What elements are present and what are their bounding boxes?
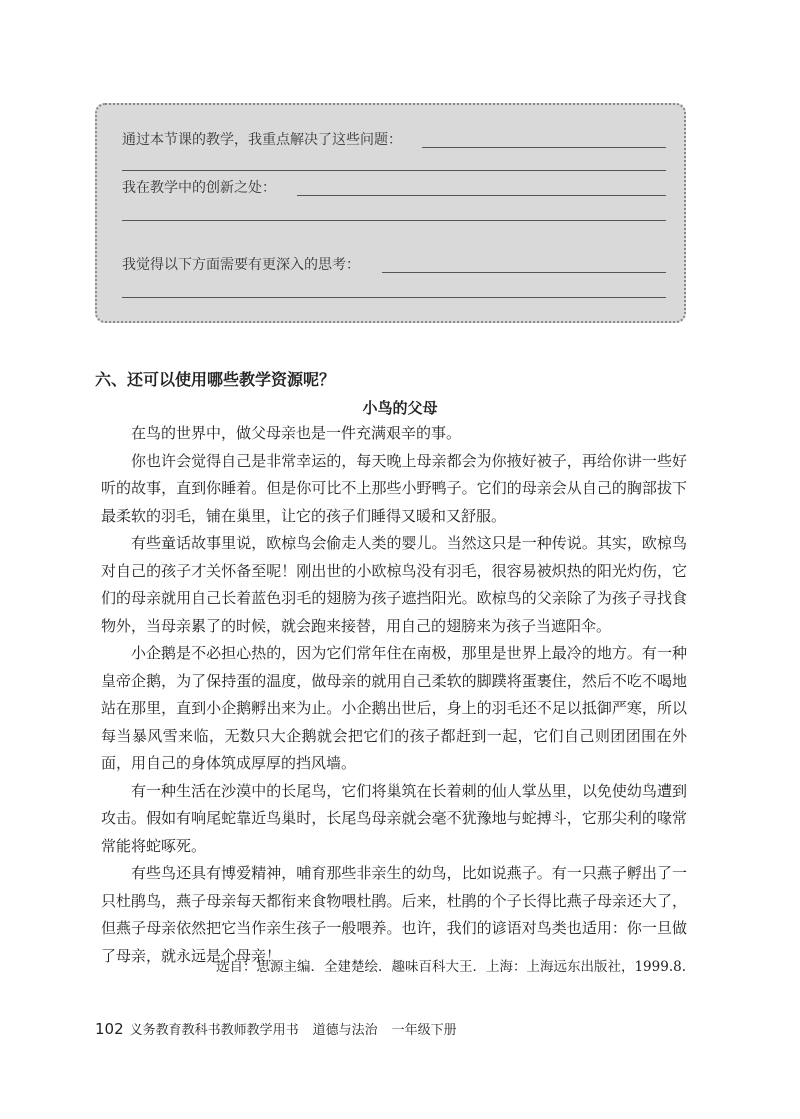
book-series: 义务教育教科书教师教学用书 [129, 1023, 299, 1038]
answer-line[interactable] [382, 272, 666, 273]
page-footer [95, 1019, 457, 1038]
answer-line[interactable] [122, 297, 666, 298]
paragraph: 有些鸟还具有博爱精神，哺育那些非亲生的幼鸟，比如说燕子。有一只燕子孵出了一只杜鹃鸟，燕子母亲每天都衔来食物喂杜鹃。后来，杜鹃的个子长得比燕子母亲还大了，但燕子母亲依然把它当作亲生孩子一般喂养。也许，我们的谚语对鸟类也适用：你一旦做了母亲，就永远是个母亲！ [101, 864, 687, 965]
article-body [101, 420, 687, 970]
answer-line[interactable] [122, 220, 666, 221]
paragraph: 在鸟的世界中，做父母亲也是一件充满艰辛的事。 [131, 424, 462, 442]
teaching-reflection-box [95, 103, 686, 323]
paragraph: 有一种生活在沙漠中的长尾鸟，它们将巢筑在长着刺的仙人掌丛里，以免使幼鸟遭到攻击。假如有响尾蛇靠近鸟巢时，长尾鸟母亲就会毫不犹豫地与蛇搏斗，它那尖利的喙常常能将蛇啄死。 [101, 781, 687, 855]
source-citation: 选自：思源主编．全建楚绘．趣味百科大王．上海：上海远东出版社，1999.8. [215, 959, 686, 975]
subject-name: 道德与法治 [312, 1023, 378, 1038]
answer-line[interactable] [422, 147, 666, 148]
section-heading: 六、还可以使用哪些教学资源呢？ [95, 370, 336, 389]
answer-line[interactable] [122, 170, 666, 171]
article-title: 小鸟的父母 [362, 399, 438, 417]
reflection-prompt-problems-solved: 通过本节课的教学，我重点解决了这些问题： [122, 132, 402, 148]
reflection-prompt-deeper-thinking: 我觉得以下方面需要有更深入的思考： [122, 257, 360, 273]
page-number: 102 [95, 1020, 124, 1038]
answer-line[interactable] [297, 195, 666, 196]
paragraph: 小企鹅是不必担心热的，因为它们常年住在南极，那里是世界上最冷的地方。有一种皇帝企鹅，为了保持蛋的温度，做母亲的就用自己柔软的脚蹼将蛋裹住，然后不吃不喝地站在那里，直到小企鹅孵出来为止。小企鹅出世后，身上的羽毛还不足以抵御严寒，所以每当暴风雪来临，无数只大企鹅就会把它们的孩子都赶到一起，它们自己则团团围在外面，用自己的身体筑成厚厚的挡风墙。 [101, 644, 687, 772]
grade-volume: 一年级下册 [391, 1023, 457, 1038]
paragraph: 有些童话故事里说，欧椋鸟会偷走人类的婴儿。当然这只是一种传说。其实，欧椋鸟对自己的孩子才关怀备至呢！刚出世的小欧椋鸟没有羽毛，很容易被炽热的阳光灼伤，它们的母亲就用自己长着蓝色羽毛的翅膀为孩子遮挡阳光。欧椋鸟的父亲除了为孩子寻找食物外，当母亲累了的时候，就会跑来接替，用自己的翅膀来为孩子当遮阳伞。 [101, 534, 687, 635]
paragraph: 你也许会觉得自己是非常幸运的，每天晚上母亲都会为你掖好被子，再给你讲一些好听的故事，直到你睡着。但是你可比不上那些小野鸭子。它们的母亲会从自己的胸部拔下最柔软的羽毛，铺在巢里，让它的孩子们睡得又暖和又舒服。 [101, 451, 687, 525]
reflection-prompt-innovation: 我在教学中的创新之处： [122, 180, 276, 196]
